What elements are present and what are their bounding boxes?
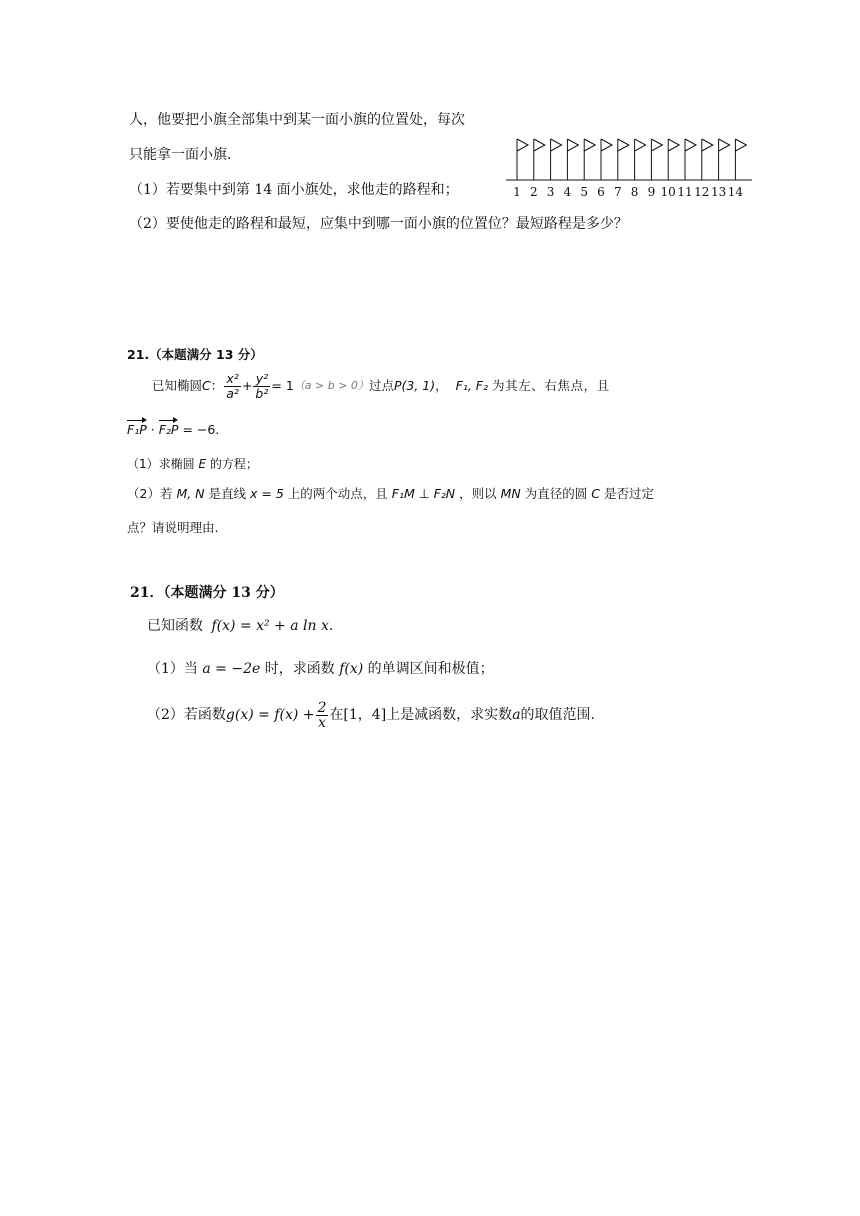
flag-icon bbox=[702, 139, 713, 151]
ellipse-e: E bbox=[198, 457, 207, 471]
points-mn: M, N bbox=[176, 486, 205, 501]
frac-num: 2 bbox=[317, 699, 327, 716]
function-def: f(x) = x² + a ln x. bbox=[211, 618, 334, 634]
plus-sign: + bbox=[241, 378, 253, 393]
condition: （a > b > 0） bbox=[293, 379, 369, 392]
p21b-heading: 21．（本题满分 13 分） bbox=[130, 585, 284, 601]
p21b-intro bbox=[147, 617, 333, 635]
flag-label: 5 bbox=[580, 185, 589, 199]
condition-a: a = −2e bbox=[202, 661, 261, 677]
q1-a: （1）当 bbox=[147, 661, 198, 677]
segment-mn: MN bbox=[500, 486, 521, 501]
frac-num: y² bbox=[253, 372, 270, 387]
comma: ， bbox=[435, 378, 448, 393]
q2-a: （2）若函数 bbox=[147, 707, 226, 723]
frac-num: x² bbox=[224, 372, 241, 387]
p20-question-2: （2）要使他走的路程和最短，应集中到哪一面小旗的位置位？最短路程是多少？ bbox=[129, 216, 628, 232]
p20-question-1: （1）若要集中到第 14 面小旗处，求他走的路程和； bbox=[129, 182, 459, 198]
intro-text: 已知函数 bbox=[147, 618, 203, 634]
q2-c: 上的两个动点，且 bbox=[287, 486, 388, 501]
flag-icon bbox=[567, 139, 578, 151]
fraction-x2-a2 bbox=[224, 372, 241, 401]
point-p: P(3, 1) bbox=[393, 378, 436, 393]
flag-label: 6 bbox=[597, 185, 605, 199]
flag-label: 14 bbox=[727, 185, 744, 199]
q2-e: 为直径的圆 bbox=[524, 486, 588, 501]
q2-d: ，则以 bbox=[459, 486, 497, 501]
flag-icon bbox=[735, 139, 746, 151]
q2-c: 的取值范围. bbox=[520, 707, 595, 723]
intro-text: 已知椭圆 bbox=[152, 378, 203, 393]
colon: ： bbox=[210, 378, 224, 393]
passes-text: 过点 bbox=[368, 378, 394, 393]
p21a-heading: 21.（本题满分 13 分） bbox=[127, 347, 263, 362]
flag-label: 11 bbox=[677, 185, 693, 199]
flag-label: 2 bbox=[529, 185, 538, 199]
flag-label: 7 bbox=[613, 185, 622, 199]
flag-label: 12 bbox=[694, 185, 710, 199]
q2-b: 是直线 bbox=[208, 486, 247, 501]
flag-icon bbox=[551, 139, 562, 151]
function-f: f(x) bbox=[339, 661, 364, 677]
foci: F₁, F₂ bbox=[455, 378, 488, 393]
flag-label: 4 bbox=[563, 185, 572, 199]
frac-den: a² bbox=[226, 385, 239, 401]
flag-label: 9 bbox=[647, 185, 656, 199]
flag-icon bbox=[534, 139, 545, 151]
p21a-question-1 bbox=[127, 456, 258, 472]
flag-icon bbox=[668, 139, 679, 151]
q1-b: 时，求函数 bbox=[264, 661, 335, 677]
p20-line1: 人，他要把小旗全部集中到某一面小旗的位置处，每次 bbox=[129, 112, 465, 128]
dot-result: = −6. bbox=[182, 422, 220, 437]
p21a-question-2-line2: 点？请说明理由. bbox=[127, 520, 219, 535]
frac-den: b² bbox=[255, 385, 269, 401]
flag-icon bbox=[719, 139, 730, 151]
q1-c: 的单调区间和极值； bbox=[367, 661, 494, 677]
vector-f1p: F₁P bbox=[127, 418, 147, 438]
flag-label: 3 bbox=[546, 185, 555, 199]
q2-a: （2）若 bbox=[127, 486, 173, 501]
p20-line2: 只能拿一面小旗. bbox=[129, 147, 232, 163]
flag-icon bbox=[517, 139, 528, 151]
p21a-question-2 bbox=[127, 486, 654, 502]
curve-name: C bbox=[202, 378, 211, 393]
q1-text: （1）求椭圆 bbox=[127, 457, 195, 471]
flag-icon bbox=[685, 139, 696, 151]
foci-text: 为其左、右焦点，且 bbox=[491, 378, 610, 393]
variable-a: a bbox=[512, 707, 521, 723]
flag-label: 10 bbox=[660, 185, 676, 199]
flag-icon bbox=[584, 139, 595, 151]
flag-icon bbox=[618, 139, 629, 151]
flag-label: 8 bbox=[630, 185, 639, 199]
vector-f2p: F₂P bbox=[159, 418, 179, 438]
frac-den: x bbox=[318, 714, 326, 731]
flag-label: 1 bbox=[513, 185, 521, 199]
fraction-2-over-x bbox=[316, 701, 329, 730]
line-x5: x = 5 bbox=[250, 486, 284, 501]
perp-condition: F₁M ⊥ F₂N bbox=[391, 486, 456, 501]
fraction-y2-b2 bbox=[253, 372, 270, 401]
q2-f: 是否过定 bbox=[603, 486, 654, 501]
p21a-dot-product bbox=[127, 418, 219, 438]
p21b-question-1 bbox=[147, 660, 494, 678]
equals-one: = 1 bbox=[271, 378, 294, 393]
flag-icon bbox=[601, 139, 612, 151]
p21b-question-2 bbox=[147, 694, 595, 736]
flags-diagram bbox=[506, 134, 756, 200]
q1-tail: 的方程； bbox=[209, 457, 258, 471]
flag-icon bbox=[635, 139, 646, 151]
flag-icon bbox=[651, 139, 662, 151]
function-g: g(x) = f(x) + bbox=[225, 707, 315, 723]
flag-label: 13 bbox=[710, 185, 727, 199]
circle-c: C bbox=[591, 486, 600, 501]
dot-symbol: · bbox=[150, 422, 155, 437]
q2-b: 在[1，4]上是减函数，求实数 bbox=[329, 707, 513, 723]
p21a-intro-line bbox=[152, 368, 610, 404]
